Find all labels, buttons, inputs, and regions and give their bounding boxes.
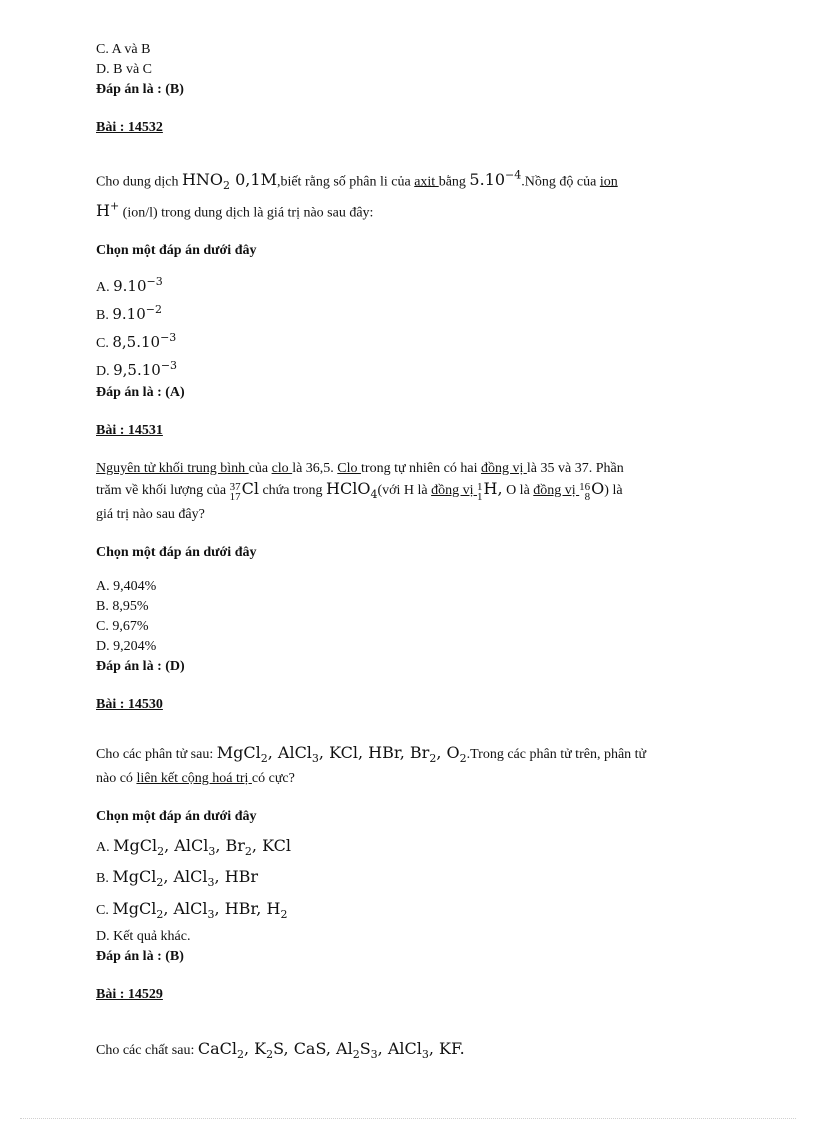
question-text-14529: Cho các chất sau: CaCl$_2$, $K_2S$, CaS, $Al_2S_3$, AlCl$_3$, KF. [96,1038,465,1061]
formula-compounds: CaCl$_2$, $K_2S$, CaS, $Al_2S_3$, AlCl$_3$, KF. [197,1038,465,1061]
option-d[interactable]: D. Kết quả khác. [96,928,191,944]
option-d[interactable]: D. $9,5.10^{-3}$ [96,358,178,379]
answer-line: Đáp án là : (D) [96,659,185,675]
choose-label: Chọn một đáp án dưới đây [96,545,257,561]
options-14530 [96,833,726,947]
question-title-14532: Bài : 14532 [96,120,163,135]
link-dong-vi[interactable]: đồng vị [480,460,527,476]
question-title-14531: Bài : 14531 [96,422,163,438]
link-nguyen-tu-khoi[interactable]: Nguyên tử khối trung bình [96,460,249,476]
formula-ka: $5.10^{-4}$ [469,169,522,190]
page-bottom-divider [20,1118,796,1119]
document-page [96,40,726,1065]
option-b[interactable]: B. 8,95% [96,599,149,615]
options-14532 [96,271,726,383]
option-b[interactable]: B. MgCl$_2$, AlCl$_3$, HBr [96,867,259,890]
option-c[interactable]: C. $8,5.10^{-3}$ [96,330,177,351]
option-d: D. B và C [96,62,152,77]
link-axit[interactable]: axit [414,174,439,190]
option-a[interactable]: A. $9.10^{-3}$ [96,274,163,295]
question-title-14530: Bài : 14530 [96,697,163,713]
question-title-14529: Bài : 14529 [96,986,163,1002]
link-ion[interactable]: ion [599,174,618,190]
option-a[interactable]: A. MgCl$_2$, AlCl$_3$, $Br_2$, KCl [96,836,291,859]
link-clo[interactable]: clo [271,460,293,476]
option-b[interactable]: B. $9.10^{-2}$ [96,302,162,323]
choose-label: Chọn một đáp án dưới đây [96,809,257,825]
question-text-14530: Cho các phân tử sau: MgCl$_2$, AlCl$_3$, KCl, HBr, $Br_2$, $O_2.Trong$ các phân tử trên, phân tử nào có liên kết cộng hoá trị có cực? [96,743,647,787]
answer-line: Đáp án là : (B) [96,82,184,97]
link-lien-ket[interactable]: liên kết cộng hoá trị [136,771,252,787]
link-dong-vi-3[interactable]: đồng vị [533,482,580,498]
option-c: C. A và B [96,42,151,57]
formula-h-plus: H+ [96,199,120,220]
option-c[interactable]: C. 9,67% [96,619,149,635]
formula-molecules: MgCl$_2$, AlCl$_3$, KCl, HBr, $Br_2$, $O_2$ [216,743,467,766]
formula-o16: O [591,478,605,498]
answer-line: Đáp án là : (A) [96,384,185,400]
option-a[interactable]: A. 9,404% [96,579,157,595]
question-text-14532: Cho dung dịch $HNO_2$ 0,1M,biết rằng số phân li của axit bằng $5.10^{-4}.Nồng$ độ của ion H+ (ion/l) trong dung dịch là giá trị nào sau đây: [96,169,618,220]
option-c[interactable]: C. MgCl$_2$, AlCl$_3$, HBr, $H_2$ [96,898,288,921]
options-14531 [96,577,726,657]
choose-label: Chọn một đáp án dưới đây [96,242,257,258]
question-text-14531: Nguyên tử khối trung bình của clo là 36,5. Clo trong tự nhiên có hai đồng vị là 35 và 37. Phần trăm về khối lượng của 37 17 Cl chứa trong HClO$_4$(với H là đồng vị 1 1 H, O là đồng vị 16 8 O) là giá trị nào sau đây? [96,460,624,523]
formula-hclo4: HClO$_4$ [326,478,378,502]
formula-cl37: Cl [241,478,259,498]
answer-line: Đáp án là : (B) [96,948,184,964]
formula-h1: H, [483,478,503,498]
formula-hno2: $HNO_2$ 0,1M [181,170,277,193]
link-dong-vi-2[interactable]: đồng vị [431,482,478,498]
link-clo-2[interactable]: Clo [337,460,362,476]
option-d[interactable]: D. 9,204% [96,639,157,655]
